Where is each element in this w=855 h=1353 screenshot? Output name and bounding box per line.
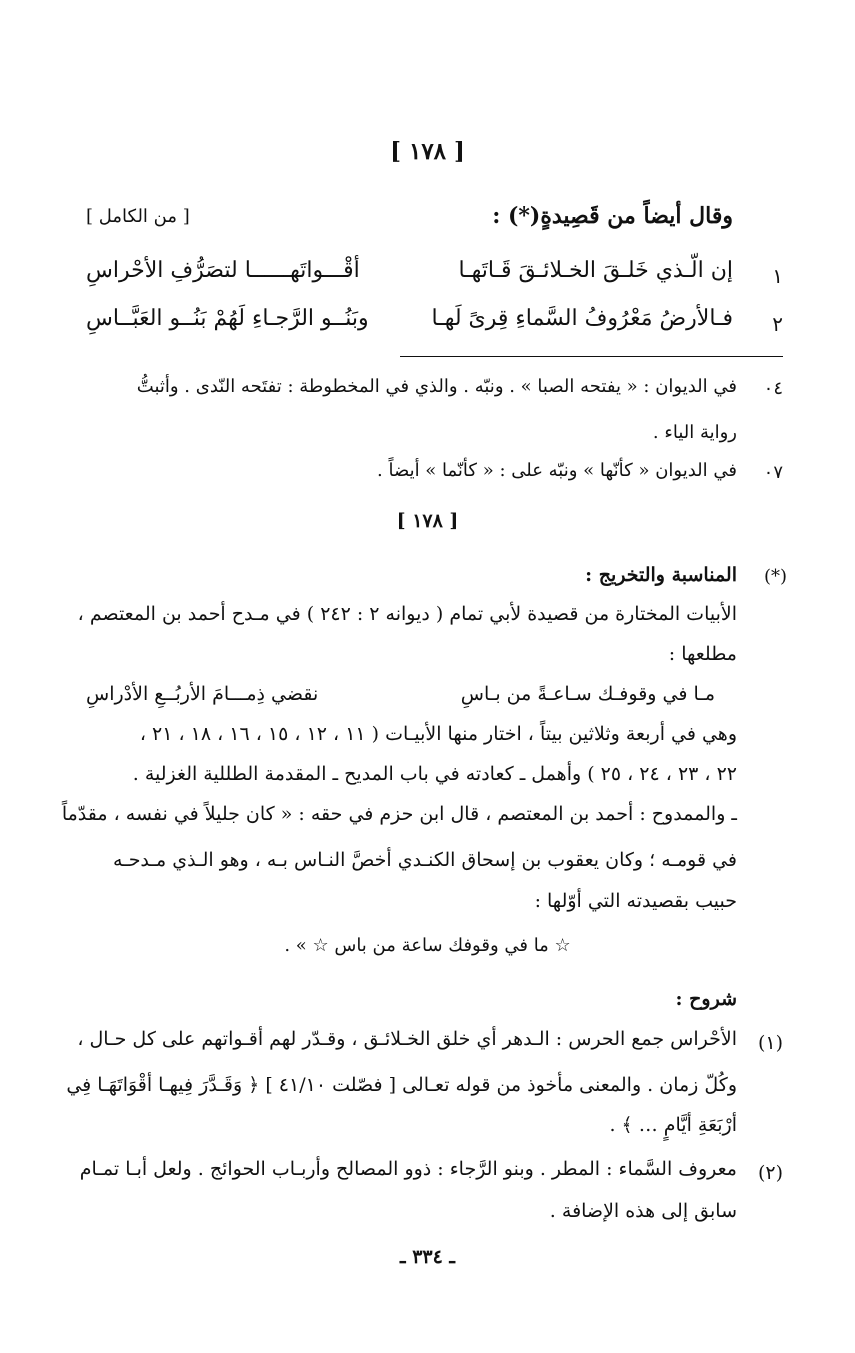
takhrij-line: ٢٢ ، ٢٣ ، ٢٤ ، ٢٥ ) وأهمل ـ كعادته في باب المديح ـ المقدمة الطللية الغزلية .: [132, 763, 737, 785]
sharh-line: أرْبَعَةِ أيَّامٍ … ﴾ .: [609, 1114, 737, 1136]
section-number: [ ١٧٨ ]: [396, 510, 459, 532]
verse-first-hemistich: إن الّـذي خَلـقَ الخـلائـقَ قَـاتَهـا: [458, 258, 733, 283]
footnote-divider: [400, 356, 783, 357]
takhrij-line: ـ والممدوح : أحمد بن المعتصم ، قال ابن حزم في حقه : « كان جليلاً في نفسه ، مقدّماً: [61, 803, 737, 825]
sharh-line: سابق إلى هذه الإضافة .: [549, 1200, 737, 1222]
verse-number: ١: [772, 264, 783, 288]
verse-second-hemistich: وبَنُــو الرَّجـاءِ لَهُمْ بَنُــو العَبَّــاسِ: [86, 306, 369, 331]
takhrij-line: مطلعها :: [668, 643, 737, 665]
note-number: ٠٧: [763, 462, 783, 483]
takhrij-title: المناسبة والتخريج :: [585, 564, 737, 586]
takhrij-line: في قومـه ؛ وكان يعقوب بن إسحاق الكنـدي أخصَّ النـاس بـه ، وهو الـذي مـدحـه: [112, 849, 737, 871]
takhrij-quote: ☆ ما في وقوفك ساعة من باس ☆ » .: [284, 935, 571, 956]
takhrij-line: حبيب بقصيدته التي أوّلها :: [534, 890, 737, 912]
verse-number: ٢: [772, 312, 783, 336]
takhrij-line: وهي في أربعة وثلاثين بيتاً ، اختار منها الأبيـات ( ١١ ، ١٢ ، ١٥ ، ١٦ ، ١٨ ، ٢١ ،: [139, 723, 737, 745]
matla-first: مـا في وقوفـك سـاعـةً من بـاسِ: [460, 683, 715, 705]
verse-second-hemistich: أقْـــواتَهــــــا لتصَرُّفِ الأحْراسِ: [86, 258, 360, 283]
matla-second: نقضي ذِمـــامَ الأربُــعِ الأدْراسِ: [86, 683, 319, 705]
meter-label: [ من الكامل ]: [86, 206, 190, 227]
note-line: في الديوان : « يفتحه الصبا » . ونبّه . والذي في المخطوطة : تفتَحه النّدى . وأثبتُّ: [136, 376, 737, 397]
sharh-line: وكُلّ زمان . والمعنى مأخوذ من قوله تعـالى [ فصّلت ٤١/١٠ ] ﴿ وَقَـدَّرَ فِيهـا أقْوَاتَهَـا فِي: [66, 1074, 737, 1096]
takhrij-marker: (*): [763, 566, 787, 587]
note-line: في الديوان « كأنّها » ونبّه على : « كأنّما » أيضاً .: [377, 460, 737, 481]
note-line: رواية الياء .: [652, 422, 737, 443]
sharh-number: (٢): [757, 1162, 783, 1184]
page-number: ـ ٣٣٤ ـ: [400, 1246, 455, 1268]
sharh-line: معروف السَّماء : المطر . وبنو الرَّجاء : ذوو المصالح وأربـاب الحوائج . ولعل أبـا تمـام: [79, 1158, 737, 1180]
verse-first-hemistich: فـالأرضُ مَعْرُوفُ السَّماءِ قِرىً لَهـا: [431, 306, 733, 331]
sharh-number: (١): [757, 1032, 783, 1054]
note-number: ٠٤: [763, 378, 783, 399]
sharh-line: الأحْراس جمع الحرس : الـدهر أي خلق الخـلائـق ، وقـدّر لهم أقـواتهم على كل حـال ،: [77, 1028, 737, 1050]
shuruh-title: شروح :: [675, 988, 737, 1010]
poem-number: [ ١٧٨ ]: [390, 138, 465, 165]
poem-heading: وقال أيضاً من قَصِيدةٍ(*) :: [492, 203, 733, 229]
takhrij-line: الأبيات المختارة من قصيدة لأبي تمام ( ديوانه ٢ : ٢٤٢ ) في مـدح أحمد بن المعتصم ،: [77, 603, 737, 625]
